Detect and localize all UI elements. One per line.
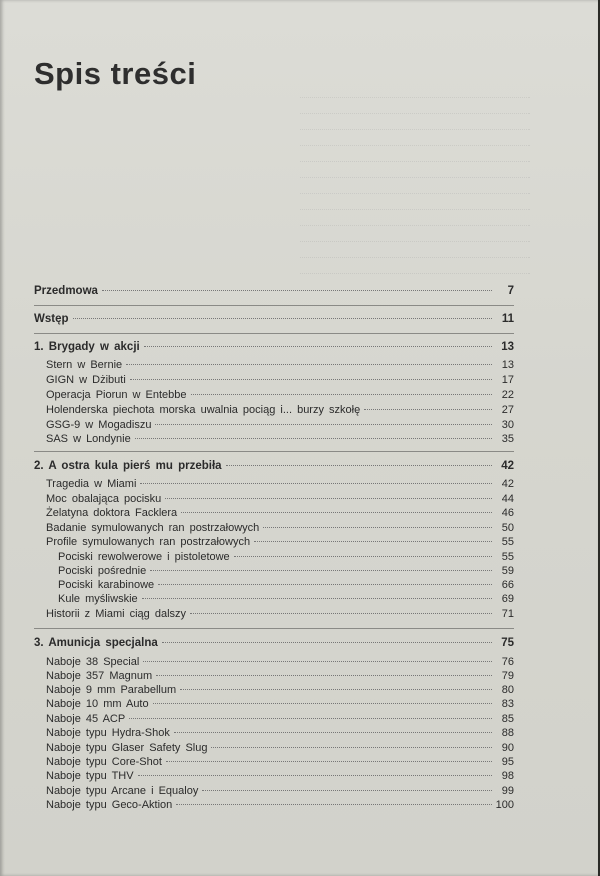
toc-entry xyxy=(46,755,514,769)
dot-leader xyxy=(211,747,492,748)
dot-leader xyxy=(226,465,492,466)
toc-entry-page-number: 17 xyxy=(501,374,514,386)
toc-entry xyxy=(46,477,514,491)
toc-entry xyxy=(34,284,514,298)
toc-entry-page-number: 22 xyxy=(501,389,514,401)
dot-leader xyxy=(142,598,492,599)
toc-entry-title: Naboje 10 mm Auto xyxy=(46,698,149,710)
toc-entry-title: Naboje typu Arcane i Equaloy xyxy=(46,785,199,797)
toc-entry-page-number: 83 xyxy=(501,698,514,710)
toc-entry-title: Naboje typu Glaser Safety Slug xyxy=(46,742,208,754)
dot-leader xyxy=(102,290,492,291)
toc-entry-title: Operacja Piorun w Entebbe xyxy=(46,389,187,401)
toc-entry-title: SAS w Londynie xyxy=(46,433,131,445)
dot-leader xyxy=(138,775,492,776)
toc-entry-title: Naboje typu Geco-Aktion xyxy=(46,799,173,811)
toc-entry-page-number: 11 xyxy=(501,313,514,325)
toc-entry-title: 3. Amunicja specjalna xyxy=(34,637,158,649)
toc-entry-page-number: 88 xyxy=(501,727,514,739)
toc-entry-title: Naboje 9 mm Parabellum xyxy=(46,684,177,696)
dot-leader xyxy=(143,661,492,662)
toc-entry xyxy=(58,550,514,564)
toc-entry-page-number: 42 xyxy=(501,460,514,472)
toc-entry-page-number: 66 xyxy=(501,579,514,591)
dot-leader xyxy=(166,761,492,762)
dot-leader xyxy=(191,394,492,395)
toc-entry-title: Przedmowa xyxy=(34,285,98,297)
toc-entry-title: Żelatyna doktora Facklera xyxy=(46,507,178,519)
toc-entry xyxy=(46,712,514,726)
toc-entry-title: Holenderska piechota morska uwalnia pociąg i... burzy szkołę xyxy=(46,404,361,416)
toc-entry-title: Naboje typu THV xyxy=(46,770,134,782)
toc-entry-page-number: 30 xyxy=(501,419,514,431)
dot-leader xyxy=(153,703,492,704)
dot-leader xyxy=(234,556,492,557)
toc-entry-page-number: 7 xyxy=(507,285,514,297)
toc-entry xyxy=(46,669,514,683)
toc-entry-page-number: 71 xyxy=(501,608,514,620)
dot-leader xyxy=(202,790,492,791)
dot-leader xyxy=(162,642,492,643)
toc-entry-page-number: 27 xyxy=(501,404,514,416)
toc-entry-title: Pociski karabinowe xyxy=(58,579,155,591)
toc-entry xyxy=(58,592,514,606)
toc-entry-title: Kule myśliwskie xyxy=(58,593,138,605)
toc-entry-page-number: 50 xyxy=(501,522,514,534)
toc-entry-page-number: 75 xyxy=(501,637,514,649)
toc-entry xyxy=(34,340,514,354)
toc-entry xyxy=(46,655,514,669)
toc-entry-page-number: 44 xyxy=(501,493,514,505)
toc-entry xyxy=(46,741,514,755)
toc-entry-page-number: 90 xyxy=(501,742,514,754)
toc-entry xyxy=(46,373,514,387)
dot-leader xyxy=(174,732,492,733)
toc-entry xyxy=(34,636,514,650)
section-divider xyxy=(34,333,514,334)
toc-entry-title: Tragedia w Miami xyxy=(46,478,137,490)
toc-entry-page-number: 80 xyxy=(501,684,514,696)
toc-entry-title: GIGN w Dżibuti xyxy=(46,374,126,386)
toc-entry xyxy=(46,418,514,432)
toc-entry xyxy=(46,521,514,535)
dot-leader xyxy=(165,498,492,499)
toc-entry-title: Naboje typu Core-Shot xyxy=(46,756,162,768)
toc-entry-page-number: 69 xyxy=(501,593,514,605)
toc-entry xyxy=(58,578,514,592)
toc-entry xyxy=(46,784,514,798)
toc-entry-title: Naboje typu Hydra-Shok xyxy=(46,727,170,739)
toc-entry-title: 2. A ostra kula pierś mu przebiła xyxy=(34,460,222,472)
toc-entry-title: Badanie symulowanych ran postrzałowych xyxy=(46,522,260,534)
page-title: Spis treści xyxy=(34,56,197,91)
dot-leader xyxy=(156,675,492,676)
dot-leader xyxy=(140,483,492,484)
toc-entry-page-number: 55 xyxy=(501,551,514,563)
toc-entry xyxy=(46,697,514,711)
dot-leader xyxy=(180,689,492,690)
toc-entry xyxy=(46,798,514,812)
dot-leader xyxy=(364,409,492,410)
dot-leader xyxy=(254,541,492,542)
dot-leader xyxy=(135,438,492,439)
toc-entry-title: GSG-9 w Mogadiszu xyxy=(46,419,152,431)
toc-entry-title: Pociski rewolwerowe i pistoletowe xyxy=(58,551,230,563)
section-divider xyxy=(34,305,514,306)
dot-leader xyxy=(263,527,492,528)
toc-entry-page-number: 100 xyxy=(495,799,514,811)
toc-entry-title: Moc obalająca pocisku xyxy=(46,493,162,505)
toc-entry-page-number: 35 xyxy=(501,433,514,445)
dot-leader xyxy=(73,318,493,319)
section-divider xyxy=(34,628,514,629)
dot-leader xyxy=(129,718,492,719)
dot-leader xyxy=(158,584,492,585)
toc-entry xyxy=(34,312,514,326)
toc-entry xyxy=(46,432,514,446)
toc-entry-page-number: 42 xyxy=(501,478,514,490)
toc-entry xyxy=(58,564,514,578)
toc-entry-page-number: 79 xyxy=(501,670,514,682)
section-divider xyxy=(34,451,514,452)
toc-entry xyxy=(46,535,514,549)
toc-entry-title: Naboje 45 ACP xyxy=(46,713,126,725)
dot-leader xyxy=(150,570,492,571)
dot-leader xyxy=(190,613,492,614)
toc-entry-title: Historii z Miami ciąg dalszy xyxy=(46,608,187,620)
dot-leader xyxy=(126,364,492,365)
toc-entry-page-number: 13 xyxy=(501,341,514,353)
toc-entry-title: Naboje 357 Magnum xyxy=(46,670,153,682)
toc-entry-page-number: 55 xyxy=(501,536,514,548)
toc-entry-page-number: 99 xyxy=(501,785,514,797)
toc-entry-title: Profile symulowanych ran postrzałowych xyxy=(46,536,251,548)
toc-entry xyxy=(46,388,514,402)
toc-entry-page-number: 59 xyxy=(501,565,514,577)
toc-entry xyxy=(46,607,514,621)
toc-entry-page-number: 95 xyxy=(501,756,514,768)
toc-entry xyxy=(46,358,514,372)
dot-leader xyxy=(144,346,492,347)
toc-entry-page-number: 76 xyxy=(501,656,514,668)
toc-entry-page-number: 98 xyxy=(501,770,514,782)
dot-leader xyxy=(181,512,492,513)
toc-entry xyxy=(46,492,514,506)
toc-entry-page-number: 85 xyxy=(501,713,514,725)
toc-entry xyxy=(46,769,514,783)
toc-entry xyxy=(46,403,514,417)
dot-leader xyxy=(176,804,491,805)
toc-entry-title: Naboje 38 Special xyxy=(46,656,140,668)
dot-leader xyxy=(155,424,492,425)
toc-entry-title: Stern w Bernie xyxy=(46,359,123,371)
toc-entry-title: Wstęp xyxy=(34,313,69,325)
toc-entry-page-number: 46 xyxy=(501,507,514,519)
toc-entry xyxy=(46,506,514,520)
toc-entry-title: 1. Brygady w akcji xyxy=(34,341,140,353)
toc-entry xyxy=(34,459,514,473)
toc-entry-title: Pociski pośrednie xyxy=(58,565,147,577)
toc-entry xyxy=(46,683,514,697)
dot-leader xyxy=(130,379,492,380)
toc-entry xyxy=(46,726,514,740)
toc-entry-page-number: 13 xyxy=(501,359,514,371)
